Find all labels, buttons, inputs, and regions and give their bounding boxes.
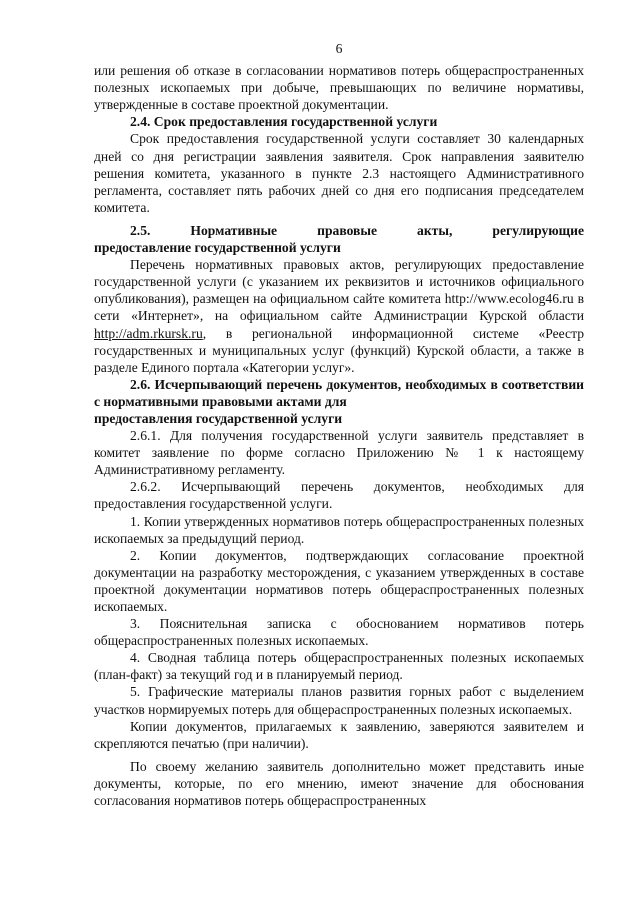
section-heading-2-4: 2.4. Срок предоставления государственной услуги bbox=[130, 114, 438, 130]
section-heading-2-5-line1: 2.5. Нормативные правовые акты, регулирующие bbox=[130, 222, 584, 238]
section-heading-2-6-line2: предоставления государственной услуги bbox=[94, 410, 343, 426]
paragraph-2-5-text-1: Перечень нормативных правовых актов, регулирующих предоставление государственной услуги (с указанием их реквизитов и источников официального опубликования), размещен на официальном сайте комитета http://www.ecolog46.ru в сети «Интернет», на официальном сайте Администрации Курской области bbox=[94, 257, 584, 324]
paragraph-2-5-text-2: , в региональной информационной системе «Реестр государственных и муниципальных услуг (функций) Курской области, а также в разделе Единого портала «Категории услуг». bbox=[94, 325, 584, 375]
list-item-1: 1. Копии утвержденных нормативов потерь общераспространенных полезных ископаемых за предыдущий период. bbox=[94, 513, 584, 546]
paragraph-2-6-2: 2.6.2. Исчерпывающий перечень документов, необходимых для предоставления государственной услуги. bbox=[94, 479, 584, 512]
paragraph-2-5 bbox=[94, 256, 584, 376]
intro-paragraph: или решения об отказе в согласовании нормативов потерь общераспространенных полезных ископаемых при добыче, превышающих по величине нормативы, утвержденные в составе проектной документации. bbox=[94, 63, 584, 113]
paragraph-copies: Копии документов, прилагаемых к заявлению, заверяются заявителем и скрепляются печатью (при наличии). bbox=[94, 718, 584, 751]
paragraph-additional-documents: По своему желанию заявитель дополнительно может представить иные документы, которые, по его мнению, имеют значение для обоснования согласования нормативов потерь общераспространенных bbox=[94, 758, 584, 809]
page-number: 6 bbox=[335, 41, 343, 56]
list-item-3: 3. Пояснительная записка с обоснованием нормативов потерь общераспространенных полезных ископаемых. bbox=[94, 616, 584, 649]
section-heading-2-5-line2: предоставление государственной услуги bbox=[94, 240, 341, 256]
list-item-4: 4. Сводная таблица потерь общераспространенных полезных ископаемых (план-факт) за текущий год и в планируемый период. bbox=[94, 650, 584, 683]
section-heading-2-6-line1: 2.6. Исчерпывающий перечень документов, необходимых в соответствии с нормативными правовыми актами для bbox=[94, 376, 584, 409]
paragraph-2-4: Срок предоставления государственной услуги составляет 30 календарных дней со дня регистрации заявления заявителя. Срок направления заявителю решения комитета, указанного в пункте 2.3 настоящего Административного регламента, составляет пять рабочих дней со дня его подписания председателем комитета. bbox=[94, 131, 584, 215]
adm-rkursk-link[interactable]: http://adm.rkursk.ru bbox=[94, 325, 203, 341]
paragraph-2-6-1: 2.6.1. Для получения государственной услуги заявитель представляет в комитет заявление по форме согласно Приложению № 1 к настоящему Административному регламенту. bbox=[94, 428, 584, 478]
list-item-2: 2. Копии документов, подтверждающих согласование проектной документации на разработку месторождения, с указанием утвержденных в составе проектной документации нормативов потерь общераспространенных полезных ископаемых. bbox=[94, 547, 584, 614]
document-page bbox=[94, 40, 584, 809]
list-item-5: 5. Графические материалы планов развития горных работ с выделением участков нормируемых потерь для общераспространенных полезных ископаемых. bbox=[94, 684, 584, 717]
